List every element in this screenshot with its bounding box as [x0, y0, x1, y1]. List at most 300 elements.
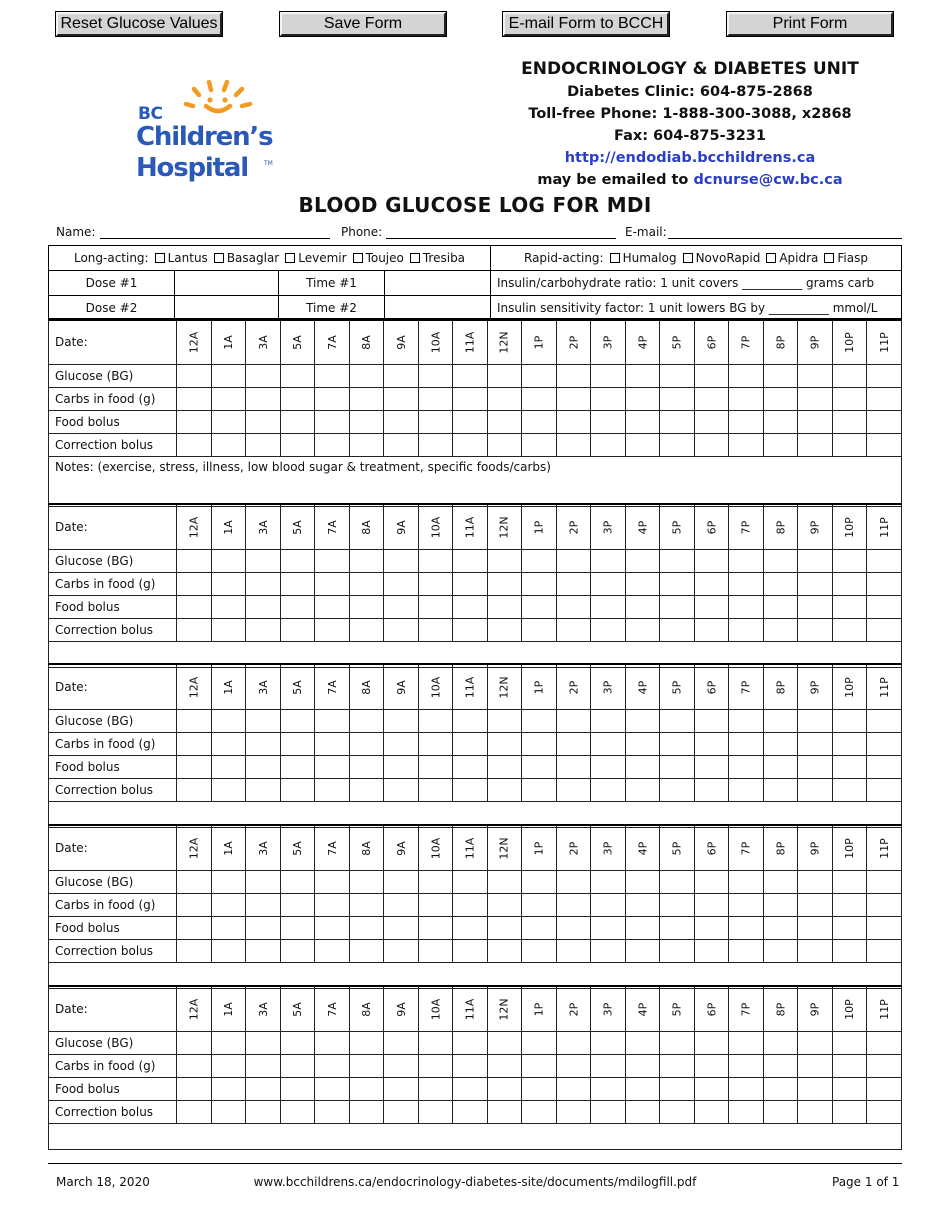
long-acting-checkbox[interactable] [410, 253, 420, 263]
log-cell-input[interactable] [453, 619, 488, 642]
log-cell-input[interactable] [211, 434, 246, 457]
log-cell-input[interactable] [280, 434, 315, 457]
log-cell-input[interactable] [315, 596, 350, 619]
log-cell-input[interactable] [867, 365, 902, 388]
log-cell-input[interactable] [867, 573, 902, 596]
log-cell-input[interactable] [763, 733, 798, 756]
save-form-button[interactable]: Save Form [280, 12, 446, 36]
log-cell-input[interactable] [177, 619, 212, 642]
log-cell-input[interactable] [349, 434, 384, 457]
log-cell-input[interactable] [349, 1101, 384, 1124]
log-cell-input[interactable] [315, 573, 350, 596]
log-cell-input[interactable] [315, 710, 350, 733]
log-cell-input[interactable] [246, 710, 281, 733]
log-cell-input[interactable] [246, 596, 281, 619]
log-cell-input[interactable] [177, 411, 212, 434]
log-cell-input[interactable] [832, 1101, 867, 1124]
log-cell-input[interactable] [729, 940, 764, 963]
log-cell-input[interactable] [660, 388, 695, 411]
log-cell-input[interactable] [867, 550, 902, 573]
log-cell-input[interactable] [694, 710, 729, 733]
log-cell-input[interactable] [177, 917, 212, 940]
log-cell-input[interactable] [763, 619, 798, 642]
log-cell-input[interactable] [798, 756, 833, 779]
log-cell-input[interactable] [522, 940, 557, 963]
log-cell-input[interactable] [280, 411, 315, 434]
log-cell-input[interactable] [384, 619, 419, 642]
log-cell-input[interactable] [315, 1101, 350, 1124]
log-cell-input[interactable] [660, 710, 695, 733]
log-cell-input[interactable] [211, 756, 246, 779]
log-cell-input[interactable] [867, 411, 902, 434]
log-cell-input[interactable] [660, 1101, 695, 1124]
log-cell-input[interactable] [625, 756, 660, 779]
log-cell-input[interactable] [315, 388, 350, 411]
log-cell-input[interactable] [798, 733, 833, 756]
log-cell-input[interactable] [453, 733, 488, 756]
log-cell-input[interactable] [280, 733, 315, 756]
log-cell-input[interactable] [315, 434, 350, 457]
log-cell-input[interactable] [211, 710, 246, 733]
log-cell-input[interactable] [729, 1055, 764, 1078]
log-cell-input[interactable] [694, 1078, 729, 1101]
log-cell-input[interactable] [349, 596, 384, 619]
log-cell-input[interactable] [522, 411, 557, 434]
log-cell-input[interactable] [418, 733, 453, 756]
log-cell-input[interactable] [660, 917, 695, 940]
log-cell-input[interactable] [211, 596, 246, 619]
log-cell-input[interactable] [522, 917, 557, 940]
log-cell-input[interactable] [867, 871, 902, 894]
log-cell-input[interactable] [177, 434, 212, 457]
log-cell-input[interactable] [556, 710, 591, 733]
log-cell-input[interactable] [418, 710, 453, 733]
log-cell-input[interactable] [798, 710, 833, 733]
log-cell-input[interactable] [729, 388, 764, 411]
log-cell-input[interactable] [694, 411, 729, 434]
log-cell-input[interactable] [418, 596, 453, 619]
log-cell-input[interactable] [280, 573, 315, 596]
log-cell-input[interactable] [694, 550, 729, 573]
log-cell-input[interactable] [280, 710, 315, 733]
log-cell-input[interactable] [384, 756, 419, 779]
log-cell-input[interactable] [315, 733, 350, 756]
log-cell-input[interactable] [798, 1032, 833, 1055]
log-cell-input[interactable] [832, 365, 867, 388]
log-cell-input[interactable] [867, 710, 902, 733]
log-cell-input[interactable] [556, 756, 591, 779]
log-cell-input[interactable] [729, 411, 764, 434]
log-cell-input[interactable] [418, 894, 453, 917]
log-cell-input[interactable] [556, 917, 591, 940]
log-cell-input[interactable] [763, 1032, 798, 1055]
log-cell-input[interactable] [556, 596, 591, 619]
log-cell-input[interactable] [832, 1055, 867, 1078]
log-cell-input[interactable] [315, 871, 350, 894]
carb-ratio-field[interactable]: Insulin/carbohydrate ratio: 1 unit covers __________ grams carb [491, 271, 902, 296]
log-cell-input[interactable] [384, 710, 419, 733]
log-cell-input[interactable] [625, 434, 660, 457]
log-cell-input[interactable] [729, 733, 764, 756]
log-cell-input[interactable] [487, 573, 522, 596]
dose2-input[interactable] [175, 296, 279, 321]
log-cell-input[interactable] [418, 1101, 453, 1124]
log-cell-input[interactable] [177, 1055, 212, 1078]
log-cell-input[interactable] [763, 573, 798, 596]
log-cell-input[interactable] [798, 550, 833, 573]
log-cell-input[interactable] [798, 894, 833, 917]
log-cell-input[interactable] [211, 779, 246, 802]
log-cell-input[interactable] [349, 779, 384, 802]
log-cell-input[interactable] [798, 940, 833, 963]
email-form-button[interactable]: E-mail Form to BCCH [503, 12, 669, 36]
log-cell-input[interactable] [384, 779, 419, 802]
log-cell-input[interactable] [522, 434, 557, 457]
log-cell-input[interactable] [211, 871, 246, 894]
log-cell-input[interactable] [522, 596, 557, 619]
log-cell-input[interactable] [660, 434, 695, 457]
log-cell-input[interactable] [280, 388, 315, 411]
log-cell-input[interactable] [867, 434, 902, 457]
log-cell-input[interactable] [798, 1101, 833, 1124]
log-cell-input[interactable] [660, 940, 695, 963]
log-cell-input[interactable] [453, 917, 488, 940]
log-cell-input[interactable] [349, 894, 384, 917]
log-cell-input[interactable] [211, 411, 246, 434]
log-cell-input[interactable] [280, 1078, 315, 1101]
log-cell-input[interactable] [487, 365, 522, 388]
log-cell-input[interactable] [211, 733, 246, 756]
log-cell-input[interactable] [453, 710, 488, 733]
log-cell-input[interactable] [591, 871, 626, 894]
log-cell-input[interactable] [280, 940, 315, 963]
log-cell-input[interactable] [487, 411, 522, 434]
log-cell-input[interactable] [591, 917, 626, 940]
log-cell-input[interactable] [246, 388, 281, 411]
log-cell-input[interactable] [522, 779, 557, 802]
log-cell-input[interactable] [625, 388, 660, 411]
log-cell-input[interactable] [211, 619, 246, 642]
log-cell-input[interactable] [556, 1101, 591, 1124]
log-cell-input[interactable] [832, 434, 867, 457]
log-cell-input[interactable] [315, 1032, 350, 1055]
log-cell-input[interactable] [280, 1101, 315, 1124]
log-cell-input[interactable] [763, 388, 798, 411]
log-cell-input[interactable] [798, 388, 833, 411]
log-cell-input[interactable] [832, 411, 867, 434]
log-cell-input[interactable] [453, 411, 488, 434]
log-cell-input[interactable] [280, 779, 315, 802]
log-cell-input[interactable] [591, 940, 626, 963]
long-acting-checkbox[interactable] [155, 253, 165, 263]
log-cell-input[interactable] [625, 940, 660, 963]
name-input[interactable] [100, 238, 330, 239]
log-cell-input[interactable] [453, 940, 488, 963]
log-cell-input[interactable] [280, 1055, 315, 1078]
log-cell-input[interactable] [832, 1032, 867, 1055]
log-cell-input[interactable] [280, 1032, 315, 1055]
log-cell-input[interactable] [280, 550, 315, 573]
log-cell-input[interactable] [591, 434, 626, 457]
log-cell-input[interactable] [384, 550, 419, 573]
log-cell-input[interactable] [349, 411, 384, 434]
log-cell-input[interactable] [246, 917, 281, 940]
log-cell-input[interactable] [418, 940, 453, 963]
log-cell-input[interactable] [729, 756, 764, 779]
log-cell-input[interactable] [832, 573, 867, 596]
log-cell-input[interactable] [660, 733, 695, 756]
log-cell-input[interactable] [315, 894, 350, 917]
log-cell-input[interactable] [280, 894, 315, 917]
log-cell-input[interactable] [729, 573, 764, 596]
log-cell-input[interactable] [453, 550, 488, 573]
log-cell-input[interactable] [556, 1032, 591, 1055]
log-cell-input[interactable] [694, 388, 729, 411]
log-cell-input[interactable] [522, 1032, 557, 1055]
log-cell-input[interactable] [487, 710, 522, 733]
log-cell-input[interactable] [763, 1055, 798, 1078]
log-cell-input[interactable] [763, 550, 798, 573]
log-cell-input[interactable] [729, 619, 764, 642]
log-cell-input[interactable] [729, 1078, 764, 1101]
log-cell-input[interactable] [246, 1078, 281, 1101]
log-cell-input[interactable] [556, 1055, 591, 1078]
log-cell-input[interactable] [522, 365, 557, 388]
log-cell-input[interactable] [556, 388, 591, 411]
log-cell-input[interactable] [211, 894, 246, 917]
log-cell-input[interactable] [384, 434, 419, 457]
phone-input[interactable] [386, 238, 616, 239]
log-cell-input[interactable] [660, 756, 695, 779]
log-cell-input[interactable] [349, 1055, 384, 1078]
log-cell-input[interactable] [625, 1101, 660, 1124]
log-cell-input[interactable] [798, 434, 833, 457]
log-cell-input[interactable] [418, 1032, 453, 1055]
time2-input[interactable] [385, 296, 491, 321]
log-cell-input[interactable] [315, 550, 350, 573]
log-cell-input[interactable] [832, 756, 867, 779]
log-cell-input[interactable] [349, 365, 384, 388]
log-cell-input[interactable] [211, 940, 246, 963]
log-cell-input[interactable] [867, 779, 902, 802]
log-cell-input[interactable] [694, 619, 729, 642]
log-cell-input[interactable] [453, 1032, 488, 1055]
log-cell-input[interactable] [246, 550, 281, 573]
log-cell-input[interactable] [384, 1055, 419, 1078]
log-cell-input[interactable] [591, 894, 626, 917]
log-cell-input[interactable] [315, 779, 350, 802]
rapid-acting-checkbox[interactable] [683, 253, 693, 263]
log-cell-input[interactable] [487, 434, 522, 457]
log-cell-input[interactable] [246, 365, 281, 388]
log-cell-input[interactable] [763, 756, 798, 779]
log-cell-input[interactable] [349, 388, 384, 411]
log-cell-input[interactable] [763, 411, 798, 434]
log-cell-input[interactable] [832, 894, 867, 917]
long-acting-checkbox[interactable] [214, 253, 224, 263]
log-cell-input[interactable] [798, 411, 833, 434]
log-cell-input[interactable] [694, 733, 729, 756]
log-cell-input[interactable] [522, 894, 557, 917]
log-cell-input[interactable] [418, 1055, 453, 1078]
log-cell-input[interactable] [211, 365, 246, 388]
log-cell-input[interactable] [177, 733, 212, 756]
log-cell-input[interactable] [522, 733, 557, 756]
dose1-input[interactable] [175, 271, 279, 296]
log-cell-input[interactable] [280, 619, 315, 642]
log-cell-input[interactable] [694, 1055, 729, 1078]
log-cell-input[interactable] [280, 917, 315, 940]
log-cell-input[interactable] [487, 1055, 522, 1078]
log-cell-input[interactable] [625, 596, 660, 619]
log-cell-input[interactable] [418, 756, 453, 779]
log-cell-input[interactable] [418, 917, 453, 940]
log-cell-input[interactable] [694, 779, 729, 802]
log-cell-input[interactable] [522, 1055, 557, 1078]
log-cell-input[interactable] [453, 779, 488, 802]
log-cell-input[interactable] [798, 1078, 833, 1101]
log-cell-input[interactable] [625, 573, 660, 596]
log-cell-input[interactable] [418, 1078, 453, 1101]
rapid-acting-checkbox[interactable] [610, 253, 620, 263]
log-cell-input[interactable] [522, 573, 557, 596]
log-cell-input[interactable] [591, 733, 626, 756]
log-cell-input[interactable] [349, 619, 384, 642]
log-cell-input[interactable] [660, 1055, 695, 1078]
log-cell-input[interactable] [487, 871, 522, 894]
log-cell-input[interactable] [487, 550, 522, 573]
log-cell-input[interactable] [522, 388, 557, 411]
log-cell-input[interactable] [694, 573, 729, 596]
log-cell-input[interactable] [349, 871, 384, 894]
log-cell-input[interactable] [177, 1101, 212, 1124]
log-cell-input[interactable] [798, 871, 833, 894]
log-cell-input[interactable] [798, 596, 833, 619]
log-cell-input[interactable] [660, 596, 695, 619]
log-cell-input[interactable] [487, 1101, 522, 1124]
log-cell-input[interactable] [832, 940, 867, 963]
log-cell-input[interactable] [453, 1078, 488, 1101]
log-cell-input[interactable] [418, 573, 453, 596]
log-cell-input[interactable] [418, 871, 453, 894]
log-cell-input[interactable] [349, 1078, 384, 1101]
log-cell-input[interactable] [453, 434, 488, 457]
log-cell-input[interactable] [556, 573, 591, 596]
log-cell-input[interactable] [591, 779, 626, 802]
log-cell-input[interactable] [384, 940, 419, 963]
log-cell-input[interactable] [763, 596, 798, 619]
log-cell-input[interactable] [384, 573, 419, 596]
log-cell-input[interactable] [453, 1055, 488, 1078]
log-cell-input[interactable] [522, 871, 557, 894]
log-cell-input[interactable] [177, 779, 212, 802]
log-cell-input[interactable] [453, 365, 488, 388]
log-cell-input[interactable] [177, 550, 212, 573]
log-cell-input[interactable] [246, 1101, 281, 1124]
log-cell-input[interactable] [867, 596, 902, 619]
log-cell-input[interactable] [556, 940, 591, 963]
log-cell-input[interactable] [867, 733, 902, 756]
log-cell-input[interactable] [246, 411, 281, 434]
sensitivity-factor-field[interactable]: Insulin sensitivity factor: 1 unit lowers BG by __________ mmol/L [491, 296, 902, 321]
log-cell-input[interactable] [660, 365, 695, 388]
log-cell-input[interactable] [867, 940, 902, 963]
log-cell-input[interactable] [349, 1032, 384, 1055]
log-cell-input[interactable] [453, 573, 488, 596]
log-cell-input[interactable] [384, 1032, 419, 1055]
notes-field[interactable] [49, 1124, 902, 1150]
log-cell-input[interactable] [384, 596, 419, 619]
log-cell-input[interactable] [832, 550, 867, 573]
log-cell-input[interactable] [763, 1101, 798, 1124]
log-cell-input[interactable] [246, 1055, 281, 1078]
log-cell-input[interactable] [591, 1078, 626, 1101]
log-cell-input[interactable] [660, 1032, 695, 1055]
log-cell-input[interactable] [384, 871, 419, 894]
log-cell-input[interactable] [625, 365, 660, 388]
log-cell-input[interactable] [591, 596, 626, 619]
log-cell-input[interactable] [694, 596, 729, 619]
log-cell-input[interactable] [349, 550, 384, 573]
log-cell-input[interactable] [211, 388, 246, 411]
log-cell-input[interactable] [211, 1101, 246, 1124]
log-cell-input[interactable] [487, 596, 522, 619]
log-cell-input[interactable] [349, 940, 384, 963]
website-link[interactable]: http://endodiab.bcchildrens.ca [564, 150, 816, 166]
log-cell-input[interactable] [660, 871, 695, 894]
log-cell-input[interactable] [418, 434, 453, 457]
log-cell-input[interactable] [625, 1078, 660, 1101]
log-cell-input[interactable] [763, 1078, 798, 1101]
log-cell-input[interactable] [384, 365, 419, 388]
log-cell-input[interactable] [556, 894, 591, 917]
log-cell-input[interactable] [246, 894, 281, 917]
log-cell-input[interactable] [418, 619, 453, 642]
log-cell-input[interactable] [349, 573, 384, 596]
log-cell-input[interactable] [763, 710, 798, 733]
log-cell-input[interactable] [453, 596, 488, 619]
log-cell-input[interactable] [867, 894, 902, 917]
log-cell-input[interactable] [315, 1055, 350, 1078]
log-cell-input[interactable] [832, 1078, 867, 1101]
log-cell-input[interactable] [315, 411, 350, 434]
log-cell-input[interactable] [211, 917, 246, 940]
log-cell-input[interactable] [832, 388, 867, 411]
log-cell-input[interactable] [729, 434, 764, 457]
log-cell-input[interactable] [729, 550, 764, 573]
log-cell-input[interactable] [660, 411, 695, 434]
log-cell-input[interactable] [349, 756, 384, 779]
log-cell-input[interactable] [487, 917, 522, 940]
log-cell-input[interactable] [867, 619, 902, 642]
log-cell-input[interactable] [867, 1078, 902, 1101]
log-cell-input[interactable] [867, 1032, 902, 1055]
log-cell-input[interactable] [763, 894, 798, 917]
log-cell-input[interactable] [591, 1032, 626, 1055]
log-cell-input[interactable] [177, 573, 212, 596]
log-cell-input[interactable] [591, 388, 626, 411]
log-cell-input[interactable] [660, 779, 695, 802]
log-cell-input[interactable] [729, 894, 764, 917]
log-cell-input[interactable] [487, 388, 522, 411]
log-cell-input[interactable] [729, 710, 764, 733]
print-form-button[interactable]: Print Form [727, 12, 893, 36]
log-cell-input[interactable] [246, 619, 281, 642]
log-cell-input[interactable] [556, 434, 591, 457]
log-cell-input[interactable] [349, 733, 384, 756]
log-cell-input[interactable] [177, 894, 212, 917]
log-cell-input[interactable] [591, 1101, 626, 1124]
